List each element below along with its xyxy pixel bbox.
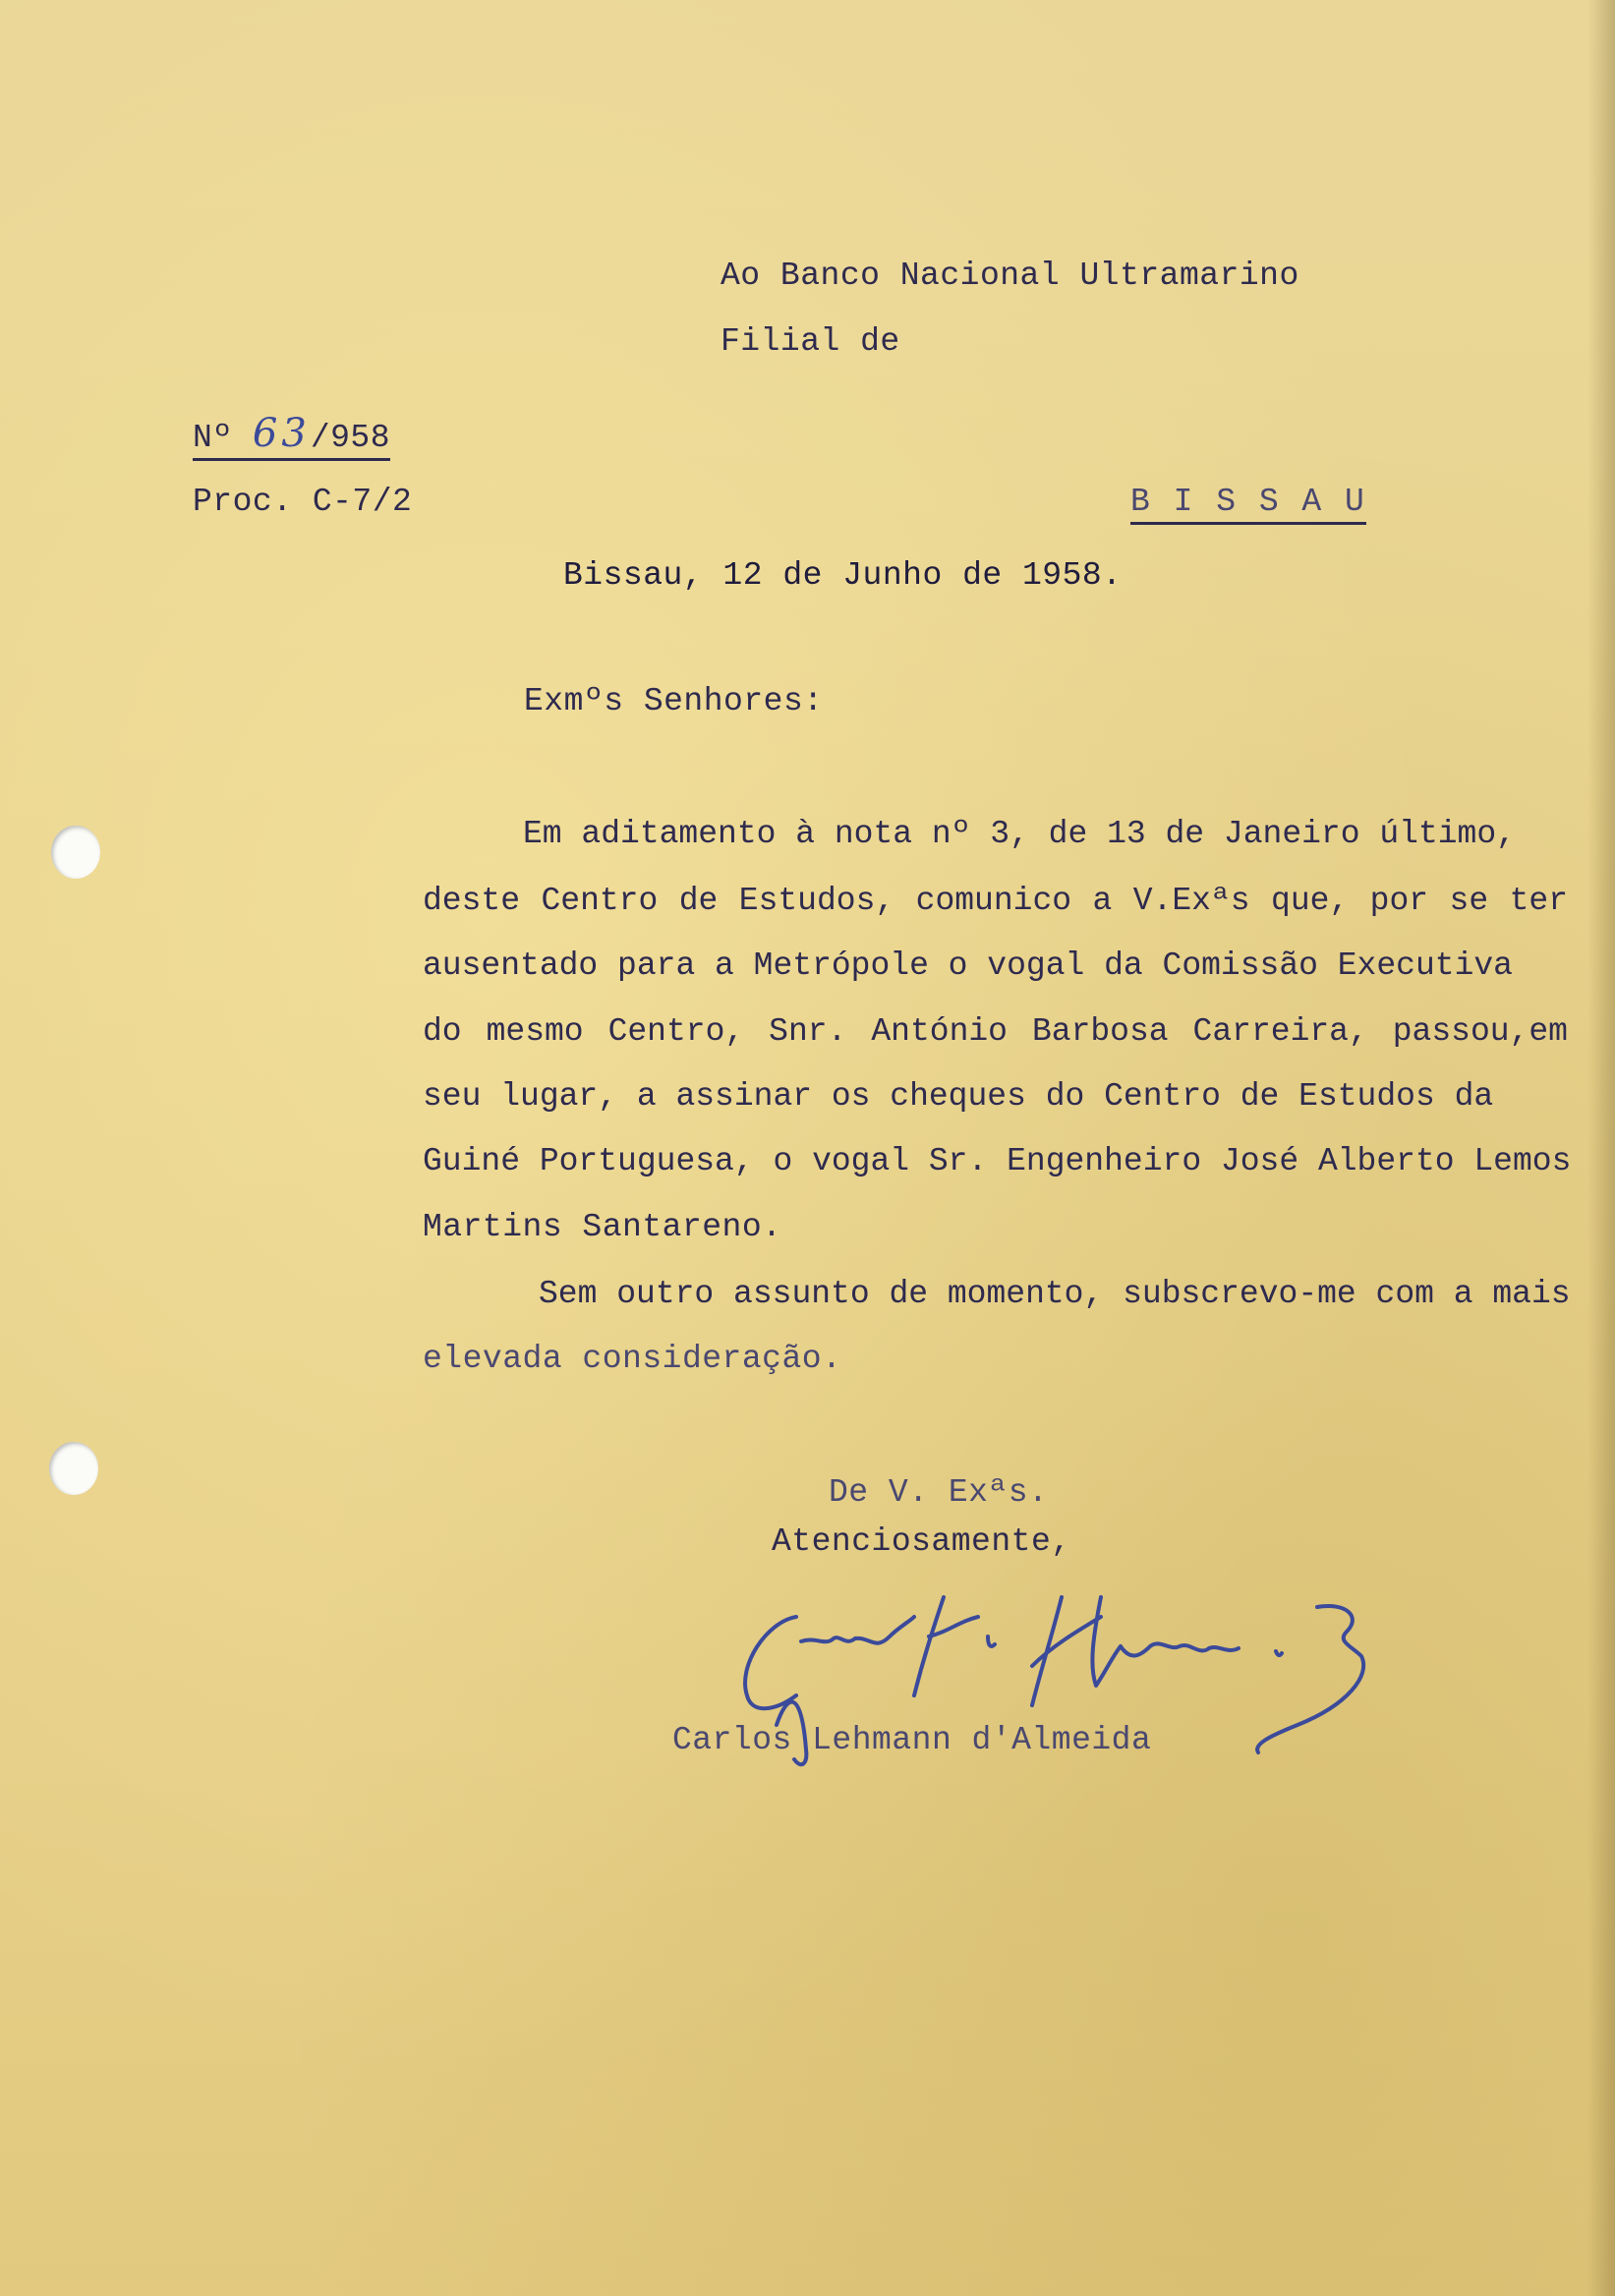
body-line-1: Em aditamento à nota nº 3, de 13 de Janeiro último, (523, 816, 1516, 852)
recipient-line-2: Filial de (721, 323, 900, 360)
body-line-4: do mesmo Centro, Snr. António Barbosa Carreira, passou,em (423, 1013, 1568, 1050)
punch-hole-bottom (49, 1442, 98, 1495)
reference-prefix: Nº (193, 420, 233, 456)
body-line-6: Guiné Portuguesa, o vogal Sr. Engenheiro José Alberto Lemos (423, 1143, 1572, 1179)
body-line-5: seu lugar, a assinar os cheques do Centro de Estudos da (423, 1078, 1494, 1115)
signatory-name: Carlos Lehmann d'Almeida (672, 1722, 1152, 1758)
reference-year: /958 (310, 420, 391, 456)
page-edge-shadow (1587, 0, 1615, 2296)
body-line-2: deste Centro de Estudos, comunico a V.Exªs que, por se ter (423, 883, 1568, 919)
body-line-7: Martins Santareno. (423, 1209, 782, 1245)
body-line-8: Sem outro assunto de momento, subscrevo-me com a mais (539, 1276, 1571, 1312)
recipient-line-1: Ao Banco Nacional Ultramarino (721, 258, 1299, 294)
process-reference: Proc. C-7/2 (193, 484, 413, 520)
punch-hole-top (51, 826, 100, 879)
closing-line-1: De V. Exªs. (829, 1474, 1049, 1511)
closing-line-2: Atenciosamente, (772, 1523, 1071, 1560)
salutation: Exmºs Senhores: (524, 683, 824, 719)
body-line-9: elevada consideração. (423, 1341, 842, 1377)
reference-handwritten-number: 63 (252, 411, 311, 456)
reference-number (193, 411, 390, 461)
body-line-3: ausentado para a Metrópole o vogal da Comissão Executiva (423, 947, 1513, 984)
recipient-city: B I S S A U (1130, 484, 1366, 525)
letter-date: Bissau, 12 de Junho de 1958. (563, 557, 1123, 594)
